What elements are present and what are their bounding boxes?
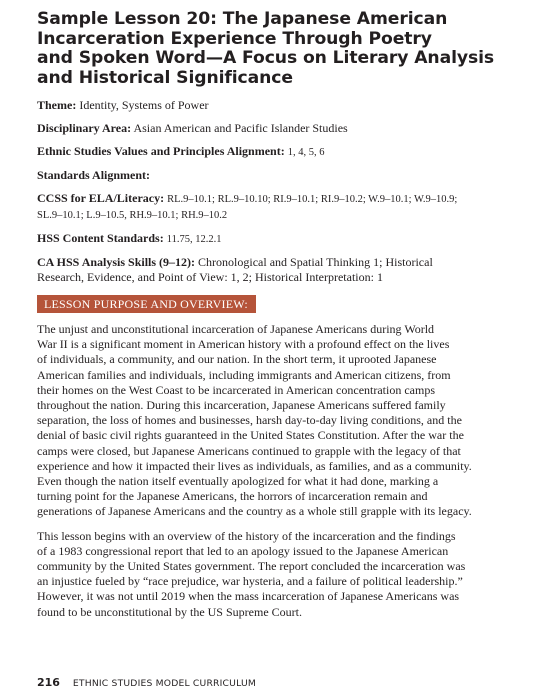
text-line: of individuals, a community, and our nation. In the short term, it uprooted Japanese	[37, 352, 437, 367]
analysis-skills-line	[37, 255, 515, 285]
text-line: denial of basic civil rights guaranteed in the United States Constitution. After the war the	[37, 428, 464, 443]
page-content	[37, 10, 515, 629]
text-line: of a 1983 congressional report that led to an apology issued to the Japanese American	[37, 543, 449, 558]
ccss-value-line2: SL.9–10.1; L.9–10.5, RH.9–10.1; RH.9–10.2	[37, 210, 228, 221]
title-line: Sample Lesson 20: The Japanese American	[37, 9, 448, 29]
text-line: community by the United States government. The report concluded the incarceration was	[37, 559, 466, 574]
page-number: 216	[37, 676, 60, 689]
standards-alignment-heading	[37, 168, 515, 183]
hss-value: 11.75, 12.2.1	[166, 234, 222, 245]
text-line: camps were closed, but Japanese Americans continued to grapple with the legacy of that	[37, 443, 461, 458]
analysis-value-line2: Research, Evidence, and Point of View: 1, 2; Historical Interpretation: 1	[37, 270, 383, 284]
text-line: turning point for the Japanese Americans, the horrors of incarceration remain and	[37, 489, 428, 504]
values-label: Ethnic Studies Values and Principles Alignment:	[37, 144, 285, 158]
overview-paragraph-2	[37, 529, 515, 620]
theme-value: Identity, Systems of Power	[79, 98, 209, 112]
analysis-label: CA HSS Analysis Skills (9–12):	[37, 255, 196, 269]
values-value: 1, 4, 5, 6	[287, 147, 325, 158]
hss-label: HSS Content Standards:	[37, 231, 164, 245]
text-line: throughout the nation. During this incarceration, Japanese Americans suffered family	[37, 398, 446, 413]
theme-line	[37, 98, 515, 113]
overview-paragraph-1	[37, 322, 515, 520]
text-line: American families and individuals, including immigrants and American citizens, from	[37, 367, 451, 382]
values-alignment-line	[37, 144, 515, 160]
area-value: Asian American and Pacific Islander Studies	[133, 121, 348, 135]
disciplinary-area-line	[37, 121, 515, 136]
lesson-title	[37, 10, 515, 88]
text-line: experience and how it impacted their lives as individuals, as families, and as a community.	[37, 458, 472, 473]
text-line: Even though the nation itself eventually apologized for what it had done, marking a	[37, 474, 439, 489]
title-line: Incarceration Experience Through Poetry	[37, 28, 432, 49]
text-line: The unjust and unconstitutional incarceration of Japanese Americans during World	[37, 322, 435, 336]
theme-label: Theme:	[37, 98, 77, 112]
text-line: separation, the loss of homes and businesses, harsh day-to-day living conditions, and the	[37, 413, 462, 428]
ccss-value-line1: RL.9–10.1; RL.9–10.10; RI.9–10.1; RI.9–10.2; W.9–10.1; W.9–10.9;	[167, 194, 458, 205]
section-heading-banner: LESSON PURPOSE AND OVERVIEW:	[37, 295, 256, 313]
area-label: Disciplinary Area:	[37, 121, 132, 135]
text-line: War II is a significant moment in American history with a profound effect on the lives	[37, 337, 450, 352]
text-line: an injustice fueled by “race prejudice, war hysteria, and a failure of political leadership.”	[37, 574, 463, 589]
text-line: found to be unconstitutional by the US Supreme Court.	[37, 604, 302, 619]
ccss-label: CCSS for ELA/Literacy:	[37, 191, 165, 205]
text-line: This lesson begins with an overview of the history of the incarceration and the findings	[37, 528, 456, 543]
text-line: their homes on the West Coast to be incarcerated in American concentration camps	[37, 382, 436, 397]
document-name: ETHNIC STUDIES MODEL CURRICULUM	[72, 678, 256, 689]
text-line: generations of Japanese Americans and the country as a whole still grapple with its legacy.	[37, 504, 472, 519]
title-line: and Historical Significance	[37, 67, 293, 88]
standards-label: Standards Alignment:	[37, 168, 151, 182]
hss-content-line	[37, 231, 515, 247]
analysis-value-line1: Chronological and Spatial Thinking 1; Historical	[198, 255, 433, 269]
text-line: However, it was not until 2019 when the mass incarceration of Japanese Americans was	[37, 589, 460, 604]
page-footer	[37, 676, 256, 689]
title-line: and Spoken Word—A Focus on Literary Analysis	[37, 48, 495, 68]
ccss-line	[37, 191, 515, 223]
